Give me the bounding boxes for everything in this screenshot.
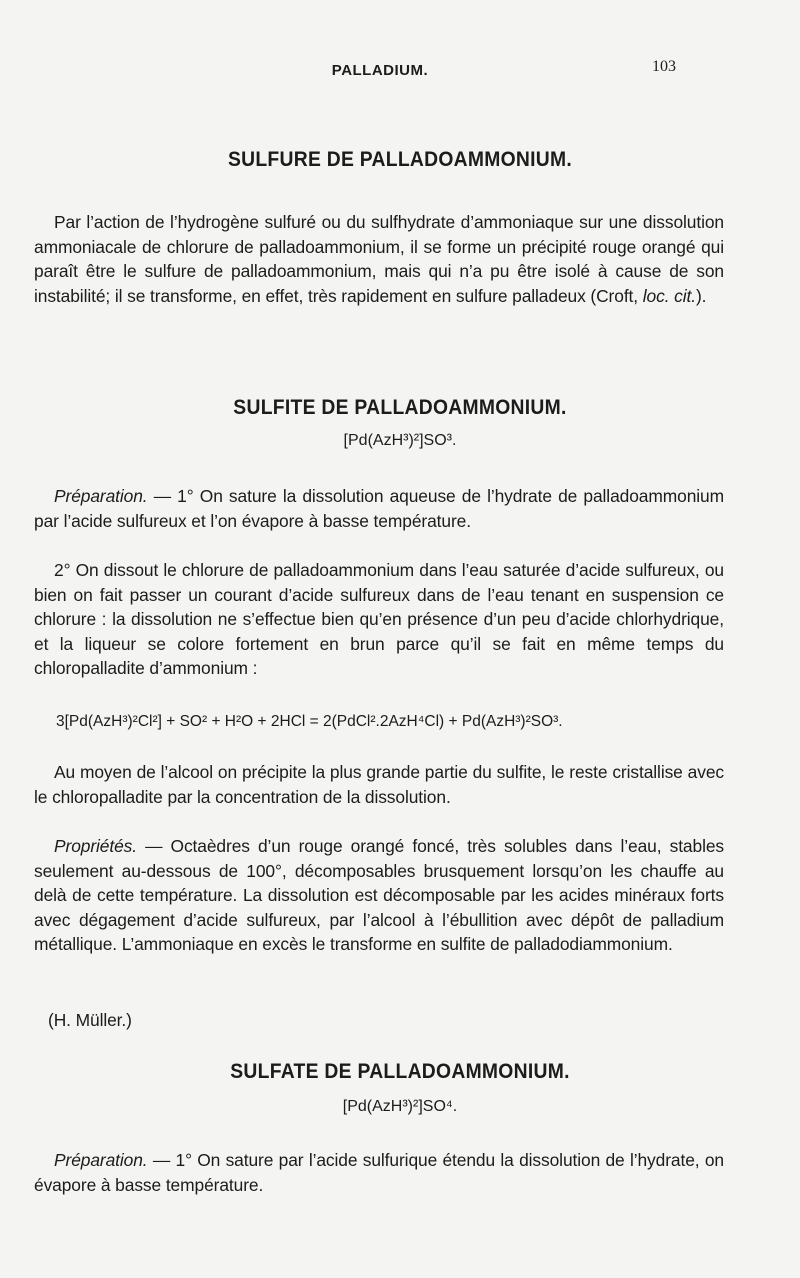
- author-citation: (H. Müller.): [48, 1010, 132, 1030]
- label-preparation: Préparation.: [54, 486, 148, 506]
- citation: loc. cit.: [642, 285, 696, 306]
- paragraph-sulfate-prep: [34, 1148, 724, 1197]
- formula-sulfate: [Pd(AzH³)²]SO⁴.: [342, 1098, 458, 1115]
- label-preparation-sulfate: Préparation.: [54, 1150, 148, 1170]
- section-title-sulfate: SULFATE DE PALLADOAMMONIUM.: [230, 1060, 570, 1083]
- label-proprietes: Propriétés.: [54, 836, 137, 856]
- properties-text: — Octaèdres d’un rouge orangé foncé, très solubles dans l’eau, stables seulement au-dessous de 100°, décomposables brusquement lorsqu’on les chauffe au delà de cette température. La dissolution est décomposable par les acides minéraux forts avec dégagement d’acide sulfureux, par l’alcool à l’ébullition avec dépôt de palladium métallique. L’ammoniaque en excès le transforme en sulfite de palladodiammonium.: [34, 836, 724, 955]
- paragraph-sulfite-prep-2: 2° On dissout le chlorure de palladoammonium dans l’eau saturée d’acide sulfureux, ou bien on fait passer un courant d’acide sulfureux dans de l’eau tenant en suspension ce chlorure : la dissolution ne s’effectue bien qu’en présence d’un peu d’acide chlorhydrique, et la liqueur se colore fortement en brun parce qu’il se fait en même temps du chloropalladite d’ammonium :: [34, 560, 724, 679]
- running-title: PALLADIUM.: [331, 62, 429, 79]
- chemical-equation: 3[Pd(AzH³)²Cl²] + SO² + H²O + 2HCl = 2(PdCl².2AzH⁴Cl) + Pd(AzH³)²SO³.: [56, 713, 563, 730]
- paragraph-sulfite-prep-3: Au moyen de l’alcool on précipite la plus grande partie du sulfite, le reste cristallise avec le chloropalladite par la concentration de la dissolution.: [34, 762, 724, 807]
- section-title-sulfite: SULFITE DE PALLADOAMMONIUM.: [233, 396, 567, 419]
- paragraph-sulfite-properties: [34, 834, 724, 957]
- sulfate-prep-text: — 1° On sature par l’acide sulfurique étendu la dissolution de l’hydrate, on évapore à basse température.: [34, 1150, 724, 1195]
- paragraph-sulfure-text: Par l’action de l’hydrogène sulfuré ou du sulfhydrate d’ammoniaque sur une dissolution ammoniacale de chlorure de palladoammonium, il se forme un précipité rouge orangé qui paraît être le sulfure de palladoammonium, mais qui n’a pu être isolé à cause de son instabilité; il se transforme, en effet, très rapidement en sulfure palladeux (Croft,: [34, 212, 724, 306]
- paragraph-sulfure: [34, 210, 724, 308]
- page-number: 103: [652, 58, 676, 75]
- paragraph-sulfure-end: ).: [695, 285, 707, 306]
- paragraph-sulfite-prep-1: [34, 484, 724, 533]
- prep-1-text: — 1° On sature la dissolution aqueuse de l’hydrate de palladoammonium par l’acide sulfureux et l’on évapore à basse température.: [34, 486, 724, 531]
- formula-sulfite: [Pd(AzH³)²]SO³.: [343, 432, 457, 449]
- section-title-sulfure: SULFURE DE PALLADOAMMONIUM.: [227, 148, 573, 171]
